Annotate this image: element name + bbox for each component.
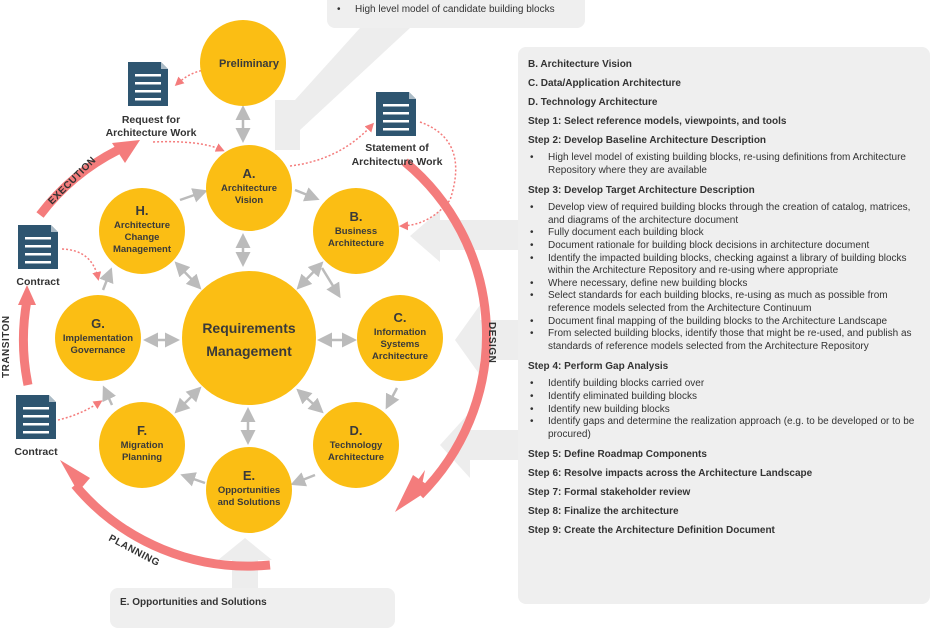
bullet: • Identify gaps and determine the realization approach (e.g. to be developed or to be procured) [528, 416, 920, 441]
step-9: Step 9: Create the Architecture Definition Document [528, 525, 775, 537]
phase-b-label: Architecture [328, 238, 384, 249]
phase-a-label: Vision [234, 195, 264, 206]
bullet: • Document rationale for building block decisions in architecture document [528, 240, 920, 253]
request-label-1: Request for [121, 114, 181, 126]
preliminary-label: Preliminary [219, 58, 279, 70]
phase-c[interactable] [357, 295, 443, 381]
label-design: DESIGN [486, 322, 497, 364]
phase-f-label: Migration [120, 440, 164, 451]
center-label-1: Requirements [202, 320, 296, 336]
phase-f-label: Planning [121, 452, 163, 463]
step-7: Step 7: Formal stakeholder review [528, 487, 691, 499]
right-panel [518, 47, 930, 604]
bullet: • From selected building blocks, identify those that might be re-used, and publish as standards of reference models selected from the Architecture Repository [528, 328, 920, 353]
label-planning: PLANNING [106, 532, 162, 570]
phase-b-letter: B. [349, 209, 363, 224]
document-icon-contract-2 [16, 395, 56, 439]
phase-b-label: Business [334, 226, 378, 237]
step-4: Step 4: Perform Gap Analysis [528, 361, 669, 373]
phase-e-label: and Solutions [217, 497, 281, 508]
heading-d: D. Technology Architecture [528, 97, 658, 108]
bullet: • Fully document each building block [528, 227, 920, 240]
heading-c: C. Data/Application Architecture [528, 78, 681, 89]
contract-label-1: Contract [16, 276, 60, 288]
phase-h-label: Change [124, 232, 160, 243]
request-label-2: Architecture Work [105, 127, 197, 139]
bottom-box-title: E. Opportunities and Solutions [120, 597, 267, 608]
bullet: • Identify eliminated building blocks [528, 391, 920, 404]
phase-d-letter: D. [349, 423, 363, 438]
requirements-management[interactable] [182, 271, 316, 405]
phase-a-label: Architecture [221, 183, 277, 194]
phase-g-letter: G. [91, 316, 105, 331]
label-transition: TRANSITON [1, 315, 12, 378]
transition-arrow [23, 300, 28, 385]
step-2: Step 2: Develop Baseline Architecture Description [528, 135, 767, 146]
bullet: • Identify building blocks carried over [528, 378, 920, 391]
document-icon-statement [376, 92, 416, 136]
phase-e-label: Opportunities [217, 485, 281, 496]
phase-h-label: Architecture [114, 220, 170, 231]
bottom-box [110, 588, 395, 628]
phase-c-label: Systems [380, 339, 420, 350]
phase-d-label: Technology [329, 440, 383, 451]
bullet: • Develop view of required building blocks through the creation of catalog, matrices, and diagrams of the architecture document [528, 202, 920, 227]
phase-c-label: Architecture [372, 351, 428, 362]
heading-b: B. Architecture Vision [528, 59, 632, 70]
contract-label-2: Contract [14, 446, 58, 458]
statement-label-1: Statement of [365, 142, 429, 154]
center-label-2: Management [206, 343, 292, 359]
label-execution: EXECUTION [46, 154, 99, 208]
phase-h-letter: H. [135, 203, 149, 218]
top-bullet: • High level model of candidate building blocks [335, 4, 585, 17]
document-icon-request [128, 62, 168, 106]
bullet: • Identify the impacted building blocks, checking against a library of building blocks within the Architecture Repository and re-using where appropriate [528, 253, 920, 278]
bullet: • Select standards for each building blocks, re-using as much as possible from reference models selected from the Architecture Continuum [528, 290, 920, 315]
phase-d-label: Architecture [328, 452, 384, 463]
step-8: Step 8: Finalize the architecture [528, 506, 679, 518]
step-1: Step 1: Select reference models, viewpoints, and tools [528, 116, 787, 127]
bullet: • Identify new building blocks [528, 404, 920, 417]
bullet: • Document final mapping of the building blocks to the Architecture Landscape [528, 316, 920, 329]
bullet: • Where necessary, define new building blocks [528, 278, 920, 291]
phase-c-label: Information [373, 327, 427, 338]
step-5: Step 5: Define Roadmap Components [528, 449, 707, 461]
document-icon-contract-1 [18, 225, 58, 269]
phase-h[interactable] [99, 188, 185, 274]
phase-e-letter: E. [242, 468, 256, 483]
statement-label-2: Architecture Work [351, 156, 443, 168]
phase-g-label: Governance [70, 345, 126, 356]
phase-c-letter: C. [393, 310, 407, 325]
phase-g-label: Implementation [62, 333, 134, 344]
phase-h-label: Management [112, 244, 172, 255]
step-3: Step 3: Develop Target Architecture Description [528, 185, 755, 197]
step2-bullet: • High level model of existing building blocks, re-using definitions from Architecture Repository where they are available [528, 152, 920, 177]
phase-a-letter: A. [242, 166, 256, 181]
step-6: Step 6: Resolve impacts across the Architecture Landscape [528, 468, 813, 480]
top-box [327, 0, 585, 28]
phase-f-letter: F. [136, 423, 148, 438]
